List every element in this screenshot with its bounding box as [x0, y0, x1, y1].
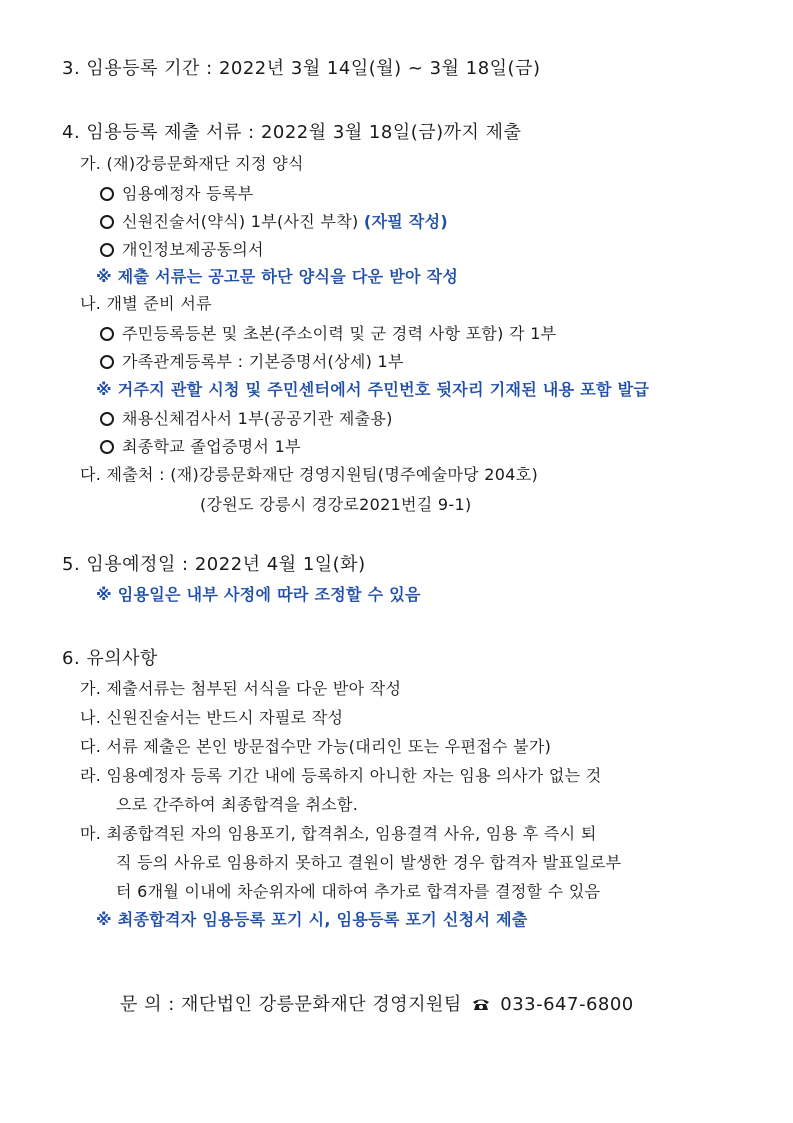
section-6-line: 다. 서류 제출은 본인 방문접수만 가능(대리인 또는 우편접수 불가)	[80, 737, 552, 756]
circle-bullet-icon	[100, 327, 114, 341]
section-5-title: 5. 임용예정일 : 2022년 4월 1일(화)	[62, 554, 366, 575]
list-item: 채용신체검사서 1부(공공기관 제출용)	[100, 411, 393, 427]
section-4-ga-heading: 가. (재)강릉문화재단 지정 양식	[80, 154, 304, 173]
section-4-na-note: ※ 거주지 관할 시청 및 주민센터에서 주민번호 뒷자리 기재된 내용 포함 발급	[96, 380, 650, 399]
section-6-line: 라. 임용예정자 등록 기간 내에 등록하지 아니한 자는 임용 의사가 없는 것	[80, 766, 602, 785]
contact-label: 문 의 : 재단법인 강릉문화재단 경영지원팀	[120, 994, 462, 1015]
telephone-icon	[472, 997, 490, 1011]
section-6-line: 으로 간주하여 최종합격을 취소함.	[116, 795, 359, 814]
section-6-line: 터 6개월 이내에 차순위자에 대하여 추가로 합격자를 결정할 수 있음	[116, 882, 601, 901]
circle-bullet-icon	[100, 412, 114, 426]
circle-bullet-icon	[100, 355, 114, 369]
section-4-title: 4. 임용등록 제출 서류 : 2022월 3월 18일(금)까지 제출	[62, 122, 522, 143]
section-6-title: 6. 유의사항	[62, 648, 158, 669]
list-item: 최종학교 졸업증명서 1부	[100, 439, 301, 455]
section-3-period: 3. 임용등록 기간 : 2022년 3월 14일(월) ~ 3월 18일(금)	[62, 58, 541, 79]
handwriting-note: (자필 작성)	[363, 212, 449, 231]
section-5-note: ※ 임용일은 내부 사정에 따라 조정할 수 있음	[96, 585, 421, 604]
circle-bullet-icon	[100, 243, 114, 257]
section-6-note: ※ 최종합격자 임용등록 포기 시, 임용등록 포기 신청서 제출	[96, 910, 528, 929]
section-6-line: 나. 신원진술서는 반드시 자필로 작성	[80, 708, 344, 727]
circle-bullet-icon	[100, 440, 114, 454]
contact-phone[interactable]: 033-647-6800	[500, 994, 634, 1015]
list-item: 가족관계등록부 : 기본증명서(상세) 1부	[100, 354, 404, 370]
circle-bullet-icon	[100, 187, 114, 201]
section-6-line: 직 등의 사유로 임용하지 못하고 결원이 발생한 경우 합격자 발표일로부	[116, 853, 622, 872]
section-6-line: 가. 제출서류는 첨부된 서식을 다운 받아 작성	[80, 679, 402, 698]
circle-bullet-icon	[100, 215, 114, 229]
contact-line	[120, 996, 634, 1014]
section-4-da-address: (강원도 강릉시 경강로2021번길 9-1)	[200, 495, 472, 514]
list-item: 주민등록등본 및 초본(주소이력 및 군 경력 사항 포함) 각 1부	[100, 326, 556, 342]
list-item: 개인정보제공동의서	[100, 242, 264, 258]
section-4-ga-note: ※ 제출 서류는 공고문 하단 양식을 다운 받아 작성	[96, 267, 459, 286]
list-item: 신원진술서(약식) 1부(사진 부착) (자필 작성)	[100, 214, 448, 230]
section-6-line: 마. 최종합격된 자의 임용포기, 합격취소, 임용결격 사유, 임용 후 즉시 퇴	[80, 824, 597, 843]
list-item: 임용예정자 등록부	[100, 186, 253, 202]
section-4-na-heading: 나. 개별 준비 서류	[80, 294, 212, 313]
section-4-da-heading: 다. 제출처 : (재)강릉문화재단 경영지원팀(명주예술마당 204호)	[80, 465, 539, 484]
